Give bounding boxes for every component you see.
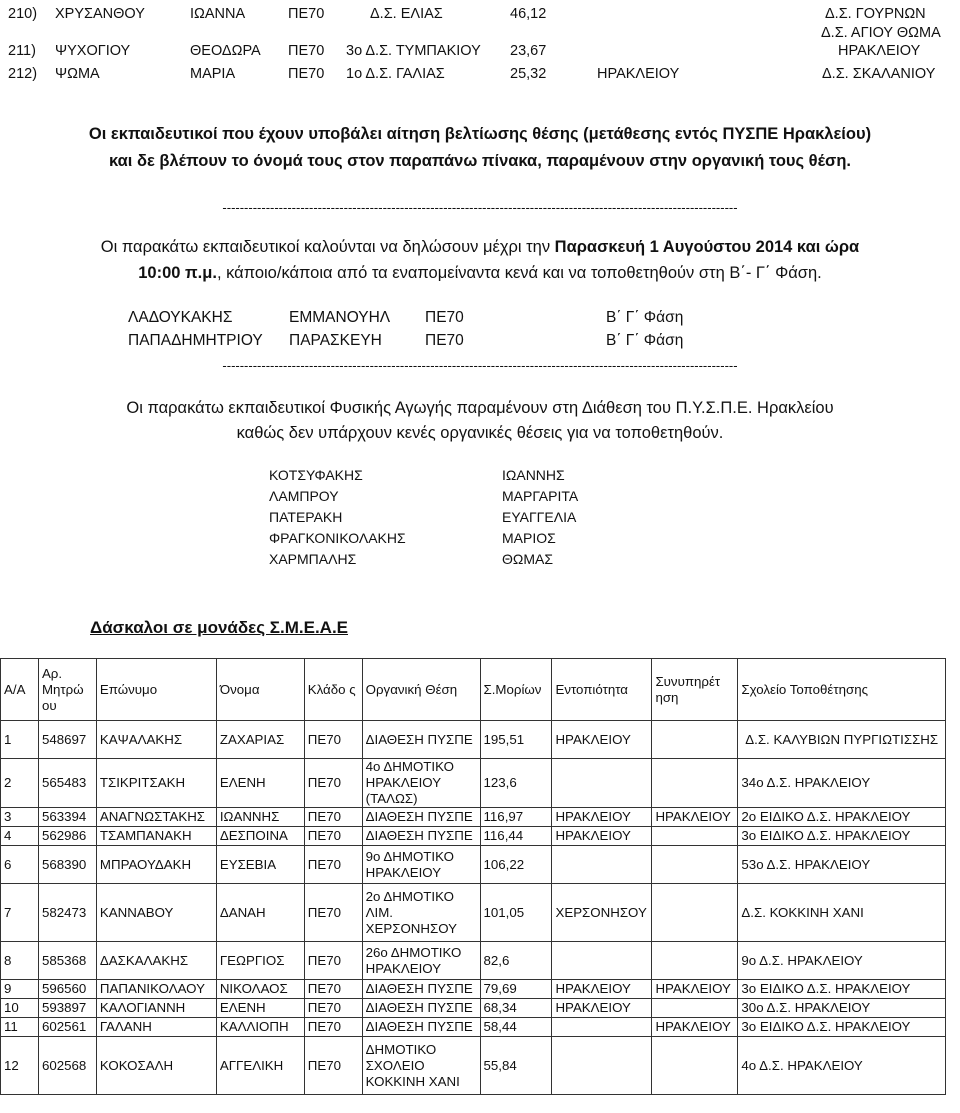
cell-placement: 2ο ΕΙΔΙΚΟ Δ.Σ. ΗΡΑΚΛΕΙΟΥ [738, 808, 946, 827]
cell-organic: 4ο ΔΗΜΟΤΙΚΟ ΗΡΑΚΛΕΙΟΥ (ΤΑΛΩΣ) [362, 759, 480, 808]
cell-branch: ΠΕ70 [304, 999, 362, 1018]
cell-score: 123,6 [480, 759, 552, 808]
cell-aa: 7 [1, 884, 39, 942]
cell-name: ΖΑΧΑΡΙΑΣ [216, 721, 304, 759]
table-row [1, 999, 946, 1018]
cell-coservice [652, 999, 738, 1018]
notice-2-deadline: Παρασκευή 1 Αυγούστου 2014 και ώρα [554, 238, 860, 256]
row-branch: ΠΕ70 [288, 43, 325, 59]
cell-registry: 602561 [38, 1018, 96, 1037]
name: ΠΑΡΑΣΚΕΥΗ [289, 331, 382, 349]
branch: ΠΕ70 [425, 308, 464, 326]
surname: ΧΑΡΜΠΑΛΗΣ [269, 550, 357, 567]
cell-coservice [652, 721, 738, 759]
cell-coservice [652, 827, 738, 846]
col-organic: Οργανική Θέση [362, 659, 480, 721]
col-aa: Α/Α [1, 659, 39, 721]
cell-coservice: ΗΡΑΚΛΕΙΟΥ [652, 1018, 738, 1037]
col-locality: Εντοπιότητα [552, 659, 652, 721]
cell-branch: ΠΕ70 [304, 827, 362, 846]
cell-coservice [652, 942, 738, 980]
cell-aa: 6 [1, 846, 39, 884]
col-name: Όνομα [216, 659, 304, 721]
cell-placement: Δ.Σ. ΚΟΚΚΙΝΗ ΧΑΝΙ [738, 884, 946, 942]
cell-organic: ΔΙΑΘΕΣΗ ΠΥΣΠΕ [362, 827, 480, 846]
cell-locality [552, 1037, 652, 1095]
cell-branch: ΠΕ70 [304, 808, 362, 827]
col-registry: Αρ. Μητρώ ου [38, 659, 96, 721]
cell-name: ΚΑΛΛΙΟΠΗ [216, 1018, 304, 1037]
name: ΜΑΡΙΟΣ [502, 529, 556, 546]
cell-organic: ΔΙΑΘΕΣΗ ΠΥΣΠΕ [362, 808, 480, 827]
cell-aa: 1 [1, 721, 39, 759]
cell-coservice [652, 884, 738, 942]
pe-list [265, 464, 582, 569]
cell-score: 55,84 [480, 1037, 552, 1095]
row-placement: Δ.Σ. ΓΟΥΡΝΩΝ [825, 6, 926, 22]
notice-3-line-2: καθώς δεν υπάρχουν κενές οργανικές θέσεις για να τοποθετηθούν. [236, 424, 724, 442]
cell-surname: ΚΑΝΝΑΒΟΥ [96, 884, 216, 942]
cell-coservice [652, 846, 738, 884]
list-item [120, 306, 691, 329]
col-score: Σ.Μορίων [480, 659, 552, 721]
cell-name: ΕΛΕΝΗ [216, 999, 304, 1018]
cell-score: 79,69 [480, 980, 552, 999]
cell-placement: 34ο Δ.Σ. ΗΡΑΚΛΕΙΟΥ [738, 759, 946, 808]
surname: ΠΑΤΕΡΑΚΗ [269, 508, 343, 525]
teachers-table [0, 658, 946, 1095]
cell-branch: ΠΕ70 [304, 884, 362, 942]
row-region: ΗΡΑΚΛΕΙΟΥ [597, 66, 680, 82]
cell-registry: 562986 [38, 827, 96, 846]
name: ΕΥΑΓΓΕΛΙΑ [502, 508, 577, 525]
cell-aa: 3 [1, 808, 39, 827]
phase: Β΄ Γ΄ Φάση [606, 308, 684, 326]
cell-surname: ΚΟΚΟΣΑΛΗ [96, 1037, 216, 1095]
cell-placement: 3ο ΕΙΔΙΚΟ Δ.Σ. ΗΡΑΚΛΕΙΟΥ [738, 1018, 946, 1037]
notice-2-text-2: , κάποιο/κάποια από τα εναπομείναντα κενά και να τοποθετηθούν στη Β΄- Γ΄ Φάση. [216, 264, 822, 282]
cell-registry: 582473 [38, 884, 96, 942]
cell-aa: 10 [1, 999, 39, 1018]
cell-locality: ΧΕΡΣΟΝΗΣΟΥ [552, 884, 652, 942]
cell-name: ΝΙΚΟΛΑΟΣ [216, 980, 304, 999]
list-item [265, 485, 582, 506]
surname: ΦΡΑΓΚΟΝΙΚΟΛΑΚΗΣ [269, 529, 406, 546]
cell-coservice: ΗΡΑΚΛΕΙΟΥ [652, 980, 738, 999]
cell-name: ΕΛΕΝΗ [216, 759, 304, 808]
cell-coservice [652, 759, 738, 808]
cell-name: ΑΓΓΕΛΙΚΗ [216, 1037, 304, 1095]
cell-placement: 9ο Δ.Σ. ΗΡΑΚΛΕΙΟΥ [738, 942, 946, 980]
row-placement-2: ΗΡΑΚΛΕΙΟΥ [838, 43, 921, 59]
cell-branch: ΠΕ70 [304, 846, 362, 884]
notice-1-line-1: Οι εκπαιδευτικοί που έχουν υποβάλει αίτηση βελτίωσης θέσης (μετάθεσης εντός ΠΥΣΠΕ Ηρακλείου) [88, 125, 872, 143]
surname: ΛΑΜΠΡΟΥ [269, 487, 339, 504]
cell-locality: ΗΡΑΚΛΕΙΟΥ [552, 999, 652, 1018]
cell-surname: ΜΠΡΑΟΥΔΑΚΗ [96, 846, 216, 884]
name: ΕΜΜΑΝΟΥΗΛ [289, 308, 391, 326]
cell-score: 101,05 [480, 884, 552, 942]
row-surname: ΧΡΥΣΑΝΘΟΥ [55, 6, 145, 22]
table-row [1, 759, 946, 808]
cell-surname: ΔΑΣΚΑΛΑΚΗΣ [96, 942, 216, 980]
cell-registry: 563394 [38, 808, 96, 827]
cell-aa: 2 [1, 759, 39, 808]
cell-locality [552, 759, 652, 808]
row-score: 46,12 [510, 6, 547, 22]
cell-registry: 565483 [38, 759, 96, 808]
cell-name: ΙΩΑΝΝΗΣ [216, 808, 304, 827]
cell-registry: 593897 [38, 999, 96, 1018]
branch: ΠΕ70 [425, 331, 464, 349]
table-row [1, 884, 946, 942]
cell-name: ΔΑΝΑΗ [216, 884, 304, 942]
row-surname: ΨΥΧΟΓΙΟΥ [55, 43, 131, 59]
list-item [120, 329, 691, 352]
list-item [265, 548, 582, 569]
surname: ΛΑΔΟΥΚΑΚΗΣ [128, 308, 233, 326]
row-organic: 1ο Δ.Σ. ΓΑΛΙΑΣ [346, 66, 445, 82]
cell-placement: 3ο ΕΙΔΙΚΟ Δ.Σ. ΗΡΑΚΛΕΙΟΥ [738, 827, 946, 846]
cell-score: 58,44 [480, 1018, 552, 1037]
cell-placement: Δ.Σ. ΚΑΛΥΒΙΩΝ ΠΥΡΓΙΩΤΙΣΣΗΣ [738, 721, 946, 759]
cell-branch: ΠΕ70 [304, 1037, 362, 1095]
cell-aa: 8 [1, 942, 39, 980]
cell-registry: 596560 [38, 980, 96, 999]
notice-3-line-1: Οι παρακάτω εκπαιδευτικοί Φυσικής Αγωγής παραμένουν στη Διάθεση του Π.Υ.Σ.Π.Ε. Ηρακλείου [126, 399, 834, 417]
cell-surname: ΓΑΛΑΝΗ [96, 1018, 216, 1037]
list-item [265, 506, 582, 527]
cell-score: 195,51 [480, 721, 552, 759]
row-name: ΘΕΟΔΩΡΑ [190, 43, 261, 59]
row-name: ΙΩΑΝΝΑ [190, 6, 246, 22]
table-row [1, 846, 946, 884]
table-body [1, 721, 946, 1095]
row-placement: Δ.Σ. ΑΓΙΟΥ ΘΩΜΑ [821, 25, 941, 41]
cell-surname: ΠΑΠΑΝΙΚΟΛΑΟΥ [96, 980, 216, 999]
cell-aa: 4 [1, 827, 39, 846]
separator: ----------------------------------------------------------------------------------------------------------------------- [222, 358, 738, 373]
surname: ΠΑΠΑΔΗΜΗΤΡΙΟΥ [128, 331, 263, 349]
row-placement: Δ.Σ. ΣΚΑΛΑΝΙΟΥ [822, 66, 936, 82]
col-coservice: Συνυπηρέτ ηση [652, 659, 738, 721]
cell-organic: ΔΙΑΘΕΣΗ ΠΥΣΠΕ [362, 980, 480, 999]
table-row [1, 942, 946, 980]
table-row [1, 1037, 946, 1095]
cell-registry: 548697 [38, 721, 96, 759]
col-surname: Επώνυμο [96, 659, 216, 721]
cell-locality: ΗΡΑΚΛΕΙΟΥ [552, 827, 652, 846]
notice-2-text: Οι παρακάτω εκπαιδευτικοί καλούνται να δηλώσουν μέχρι την [100, 238, 555, 256]
name: ΙΩΑΝΝΗΣ [502, 466, 565, 483]
cell-score: 116,97 [480, 808, 552, 827]
row-num: 211) [8, 43, 36, 59]
cell-organic: 2ο ΔΗΜΟΤΙΚΟ ΛΙΜ. ΧΕΡΣΟΝΗΣΟΥ [362, 884, 480, 942]
row-branch: ΠΕ70 [288, 66, 325, 82]
cell-surname: ΚΑΨΑΛΑΚΗΣ [96, 721, 216, 759]
cell-name: ΓΕΩΡΓΙΟΣ [216, 942, 304, 980]
cell-placement: 30ο Δ.Σ. ΗΡΑΚΛΕΙΟΥ [738, 999, 946, 1018]
notice-2-line-1 [0, 238, 960, 257]
table-row [1, 827, 946, 846]
cell-locality [552, 942, 652, 980]
cell-branch: ΠΕ70 [304, 980, 362, 999]
row-organic: Δ.Σ. ΕΛΙΑΣ [370, 6, 443, 22]
cell-aa: 11 [1, 1018, 39, 1037]
row-num: 210) [8, 6, 38, 22]
section-heading: Δάσκαλοι σε μονάδες Σ.Μ.Ε.Α.Ε [90, 618, 349, 637]
notice-2-time: 10:00 π.μ. [138, 264, 217, 282]
col-placement: Σχολείο Τοποθέτησης [738, 659, 946, 721]
cell-aa: 9 [1, 980, 39, 999]
cell-branch: ΠΕ70 [304, 759, 362, 808]
list-item [265, 464, 582, 485]
cell-locality [552, 846, 652, 884]
table-row [1, 980, 946, 999]
cell-coservice: ΗΡΑΚΛΕΙΟΥ [652, 808, 738, 827]
cell-score: 82,6 [480, 942, 552, 980]
cell-registry: 602568 [38, 1037, 96, 1095]
row-organic: 3ο Δ.Σ. ΤΥΜΠΑΚΙΟΥ [346, 43, 481, 59]
col-branch: Κλάδο ς [304, 659, 362, 721]
table-row [1, 1018, 946, 1037]
cell-branch: ΠΕ70 [304, 1018, 362, 1037]
row-branch: ΠΕ70 [288, 6, 325, 22]
phase-list [120, 306, 691, 352]
cell-surname: ΚΑΛΟΓΙΑΝΝΗ [96, 999, 216, 1018]
cell-aa: 12 [1, 1037, 39, 1095]
cell-branch: ΠΕ70 [304, 942, 362, 980]
cell-surname: ΑΝΑΓΝΩΣΤΑΚΗΣ [96, 808, 216, 827]
cell-organic: 9ο ΔΗΜΟΤΙΚΟ ΗΡΑΚΛΕΙΟΥ [362, 846, 480, 884]
cell-organic: ΔΗΜΟΤΙΚΟ ΣΧΟΛΕΙΟ ΚΟΚΚΙΝΗ ΧΑΝΙ [362, 1037, 480, 1095]
row-score: 23,67 [510, 43, 547, 59]
cell-locality [552, 1018, 652, 1037]
cell-name: ΔΕΣΠΟΙΝΑ [216, 827, 304, 846]
cell-locality: ΗΡΑΚΛΕΙΟΥ [552, 721, 652, 759]
cell-coservice [652, 1037, 738, 1095]
surname: ΚΟΤΣΥΦΑΚΗΣ [269, 466, 363, 483]
cell-organic: ΔΙΑΘΕΣΗ ΠΥΣΠΕ [362, 999, 480, 1018]
cell-locality: ΗΡΑΚΛΕΙΟΥ [552, 980, 652, 999]
phase: Β΄ Γ΄ Φάση [606, 331, 684, 349]
table-row [1, 721, 946, 759]
cell-registry: 585368 [38, 942, 96, 980]
table-row [1, 808, 946, 827]
list-item [265, 527, 582, 548]
cell-organic: 26ο ΔΗΜΟΤΙΚΟ ΗΡΑΚΛΕΙΟΥ [362, 942, 480, 980]
name: ΜΑΡΓΑΡΙΤΑ [502, 487, 579, 504]
cell-placement: 53ο Δ.Σ. ΗΡΑΚΛΕΙΟΥ [738, 846, 946, 884]
notice-2-line-2 [0, 264, 960, 283]
cell-branch: ΠΕ70 [304, 721, 362, 759]
cell-registry: 568390 [38, 846, 96, 884]
row-name: ΜΑΡΙΑ [190, 66, 236, 82]
row-num: 212) [8, 66, 38, 82]
cell-surname: ΤΣΑΜΠΑΝΑΚΗ [96, 827, 216, 846]
cell-surname: ΤΣΙΚΡΙΤΣΑΚΗ [96, 759, 216, 808]
cell-score: 106,22 [480, 846, 552, 884]
cell-locality: ΗΡΑΚΛΕΙΟΥ [552, 808, 652, 827]
separator: ----------------------------------------------------------------------------------------------------------------------- [222, 200, 738, 215]
cell-name: ΕΥΣΕΒΙΑ [216, 846, 304, 884]
name: ΘΩΜΑΣ [502, 550, 554, 567]
table-header-row [1, 659, 946, 721]
cell-organic: ΔΙΑΘΕΣΗ ΠΥΣΠΕ [362, 721, 480, 759]
row-surname: ΨΩΜΑ [55, 66, 100, 82]
cell-placement: 4ο Δ.Σ. ΗΡΑΚΛΕΙΟΥ [738, 1037, 946, 1095]
row-score: 25,32 [510, 66, 547, 82]
cell-organic: ΔΙΑΘΕΣΗ ΠΥΣΠΕ [362, 1018, 480, 1037]
cell-placement: 3ο ΕΙΔΙΚΟ Δ.Σ. ΗΡΑΚΛΕΙΟΥ [738, 980, 946, 999]
cell-score: 68,34 [480, 999, 552, 1018]
cell-score: 116,44 [480, 827, 552, 846]
notice-1-line-2: και δε βλέπουν το όνομά τους στον παραπάνω πίνακα, παραμένουν στην οργανική τους θέση. [108, 152, 851, 170]
